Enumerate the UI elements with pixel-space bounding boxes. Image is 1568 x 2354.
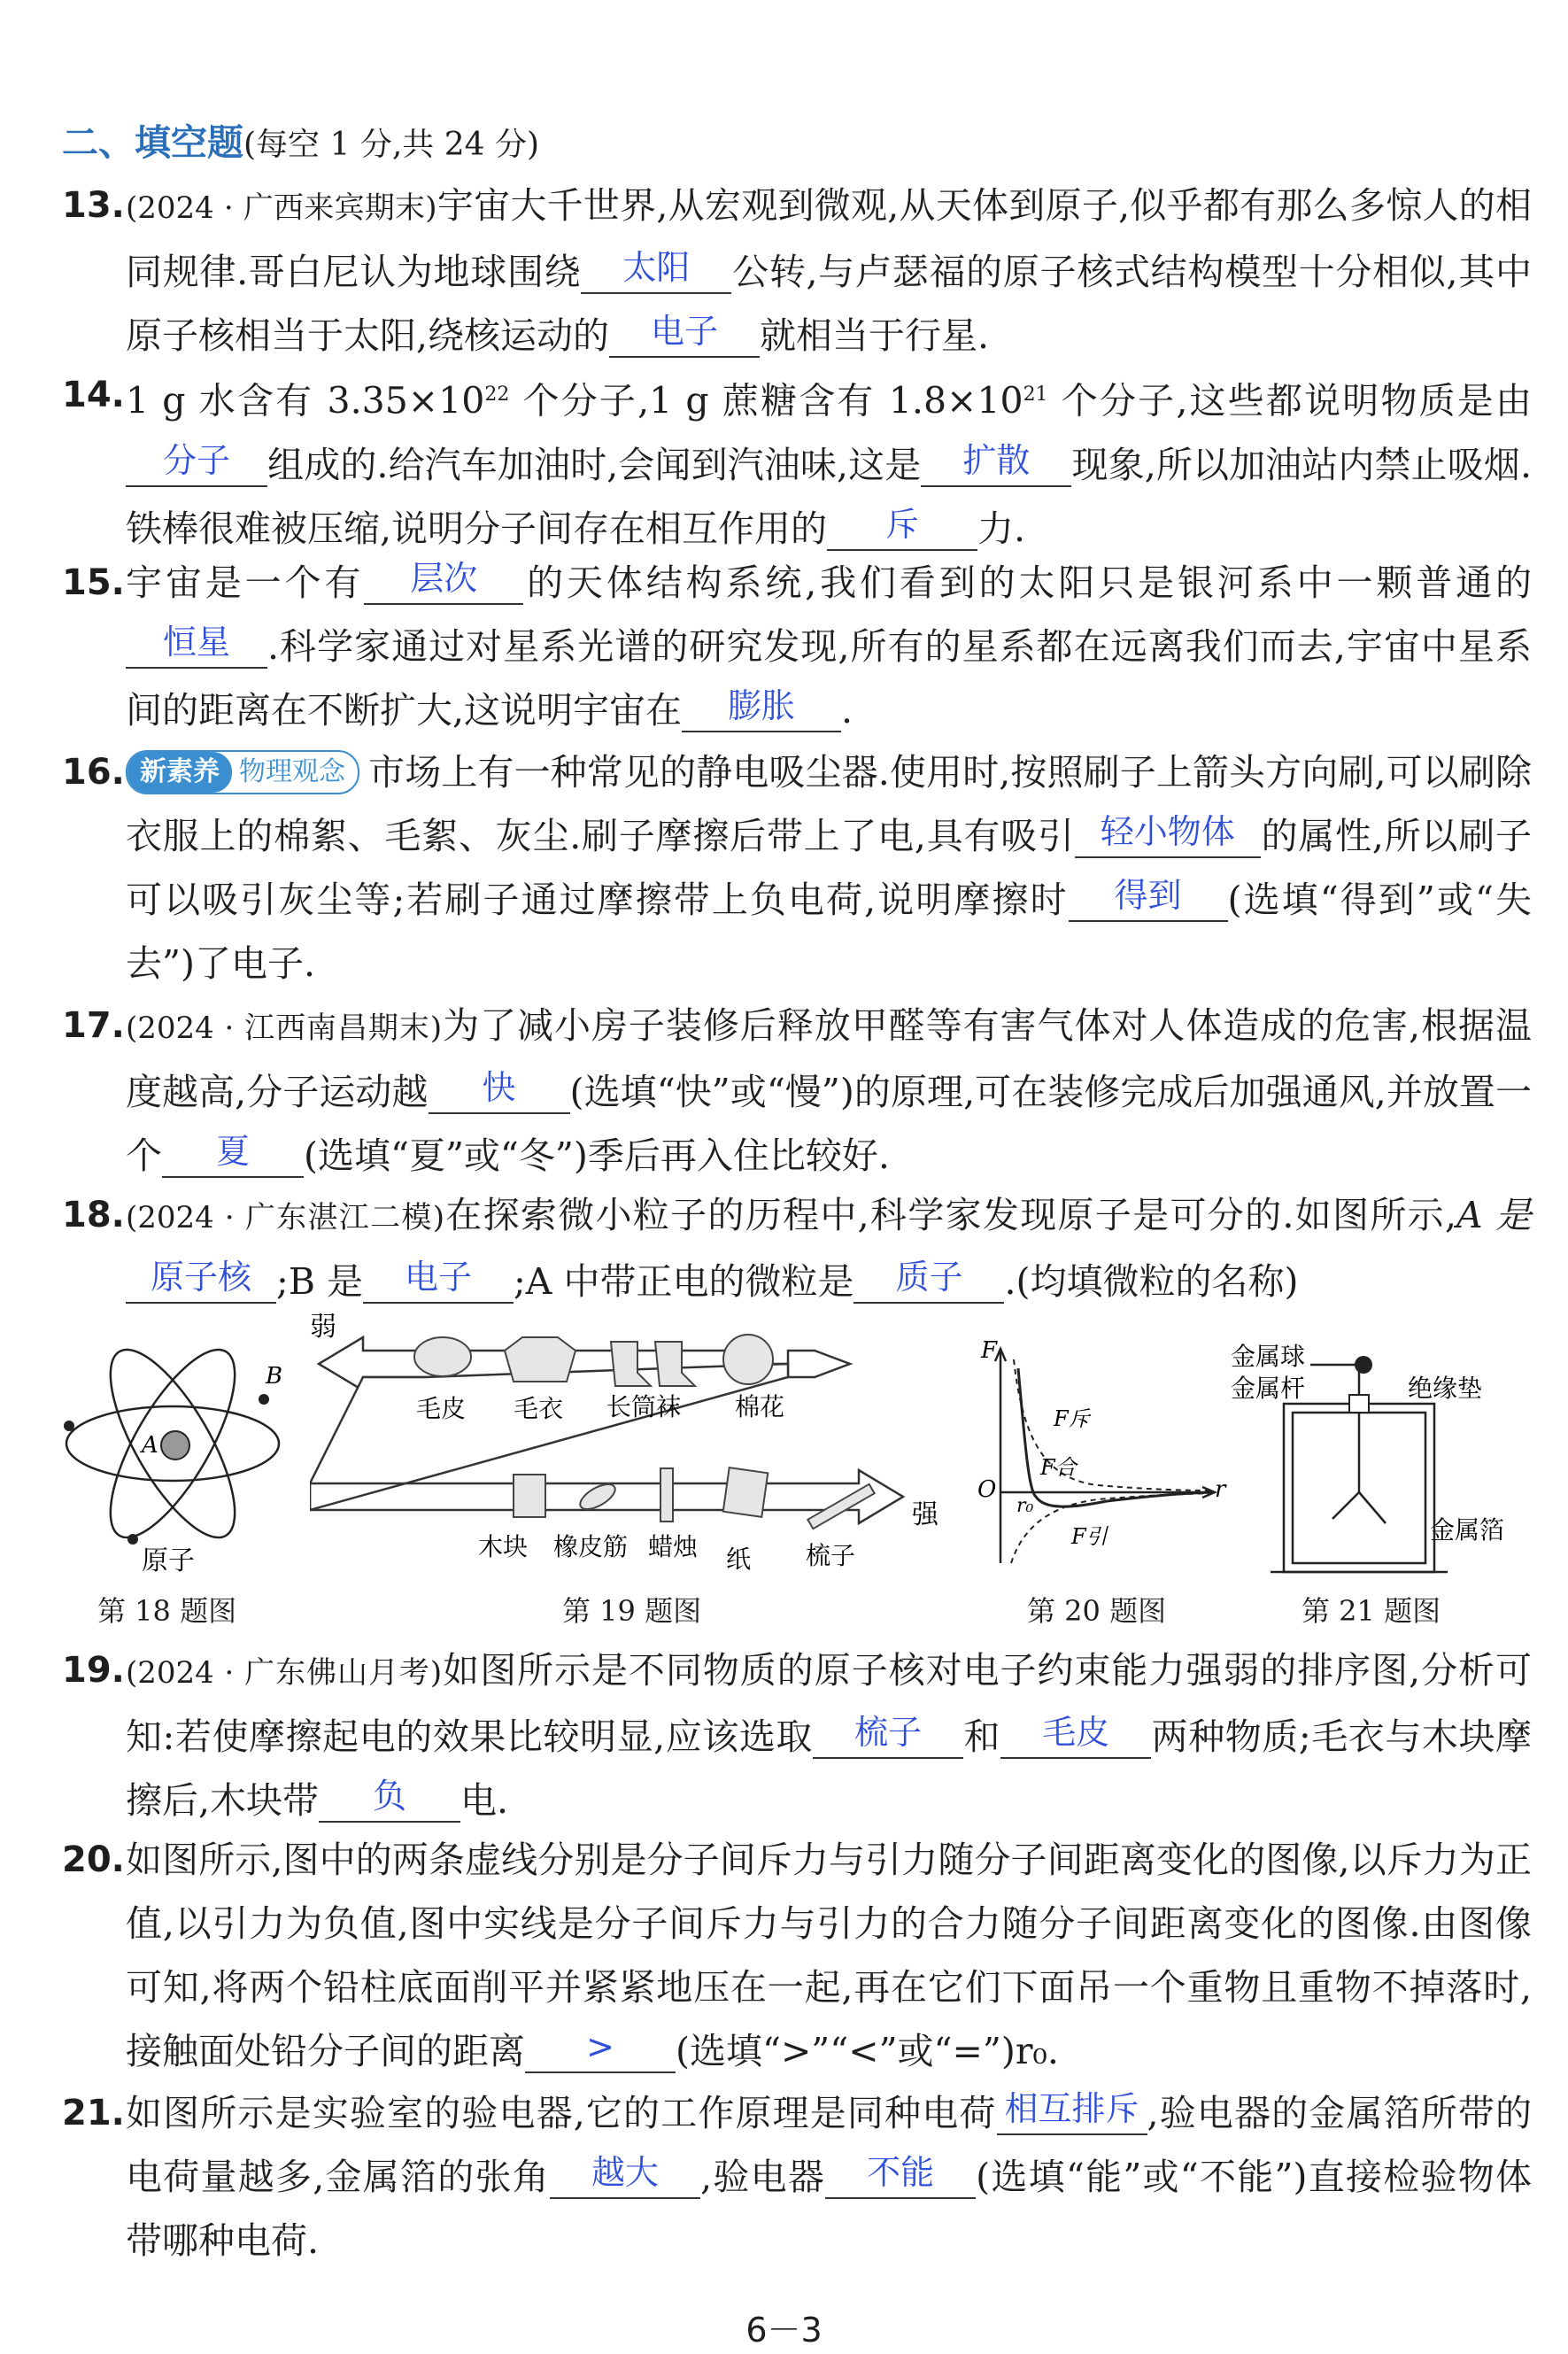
question-text: (2024 · 广西来宾期末)宇宙大千世界,从宏观到微观,从天体到原子,似乎都有那么多惊人的相同规律.哥白尼认为地球围绕 太阳 公转,与卢瑟福的原子核式结构模型十分相似,其中原子核相当于太阳,绕核运动的 电子 就相当于行星. — [126, 184, 1532, 357]
weak-label: 弱 — [310, 1312, 336, 1343]
r0-label: r₀ — [1016, 1495, 1034, 1517]
answer-blank[interactable]: 负 — [319, 1771, 460, 1823]
answer-blank[interactable]: 分子 — [126, 436, 267, 487]
answer-blank[interactable]: 层次 — [364, 554, 523, 605]
answer-blank[interactable]: 膨胀 — [682, 681, 841, 732]
question-13 — [62, 174, 1532, 368]
question-number: 13. — [62, 185, 125, 226]
svg-text:木块: 木块 — [478, 1532, 529, 1561]
question-20 — [62, 1828, 1532, 2083]
question-19 — [62, 1638, 1532, 1832]
sweater-icon — [505, 1337, 575, 1382]
svg-text:毛衣: 毛衣 — [514, 1394, 564, 1423]
answer-blank[interactable]: 电子 — [609, 306, 760, 358]
figure-21-caption: 第 21 题图 — [1302, 1594, 1441, 1628]
net-label: F合 — [1040, 1455, 1077, 1480]
insulating-pad — [1349, 1395, 1369, 1413]
question-number: 21. — [62, 2093, 125, 2133]
bottom-row-labels — [478, 1532, 855, 1574]
answer-blank[interactable]: 恒星 — [126, 617, 267, 669]
section-heading: 二、填空题 — [62, 121, 243, 164]
question-text: 1 g 水含有 $3.35\times 10^{22}$ 个分子,1 g 蔗糖含有 $1.8\times 10^{21}$ 个分子,这些都说明物质是由分子 组成的.给汽车加油时,会闻到汽油味,这是 扩散 现象,所以加油站内禁止吸烟.铁棒很难被压缩,说明分子间存在相互作用的 斥 力. — [126, 379, 1532, 550]
candle-icon — [660, 1468, 673, 1522]
strong-label: 强 — [912, 1499, 938, 1530]
answer-blank[interactable]: 原子核 — [126, 1252, 276, 1304]
answer-blank[interactable]: 斥 — [827, 499, 977, 551]
force-distance-graph — [974, 1333, 1231, 1581]
attractive-force-curve — [1011, 1493, 1211, 1563]
atom-figure — [53, 1337, 301, 1576]
answer-blank[interactable]: 质子 — [854, 1252, 1004, 1304]
question-17 — [62, 994, 1532, 1188]
answer-blank[interactable]: 越大 — [550, 2148, 700, 2199]
paper-icon — [723, 1467, 769, 1517]
page-number: 6－3 — [745, 2311, 823, 2350]
net-force-curve — [1018, 1368, 1211, 1506]
question-text: 如图所示,图中的两条虚线分别是分子间斥力与引力随分子间距离变化的图像,以斥力为正值,以引力为负值,图中实线是分子间斥力与引力的合力随分子间距离变化的图像.由图像可知,将两个铅柱底面削平并紧紧地压在一起,再在它们下面吊一个重物且重物不掉落时,接触面处铅分子间的距离 > (选填“>”“<”或“=”)r₀. — [126, 1839, 1532, 2072]
question-text: 新素养 物理观念 市场上有一种常见的静电吸尘器.使用时,按照刷子上箭头方向刷,可以刷除衣服上的棉絮、毛絮、灰尘.刷子摩擦后带上了电,具有吸引 轻小物体 的属性,所以刷子可以吸引灰尘等;若刷子通过摩擦带上负电荷,说明摩擦时 得到 (选填“得到”或“失去”)了电子. — [126, 751, 1532, 985]
answer-blank[interactable]: 轻小物体 — [1075, 807, 1261, 858]
question-number: 18. — [62, 1195, 125, 1235]
question-text: 宇宙是一个有 层次 的天体结构系统,我们看到的太阳只是银河系中一颗普通的恒星 .科学家通过对星系光谱的研究发现,所有的星系都在远离我们而去,宇宙中星系间的距离在不断扩大,这说明宇宙在 膨胀 . — [126, 551, 1532, 742]
comb-icon — [807, 1484, 874, 1529]
question-16 — [62, 740, 1532, 995]
question-text: 如图所示是实验室的验电器,它的工作原理是同种电荷 相互排斥 ,验电器的金属箔所带的电荷量越多,金属箔的张角 越大 ,验电器 不能 (选填“能”或“不能”)直接检验物体带哪种电荷. — [126, 2081, 1532, 2273]
stocking-icon — [611, 1342, 651, 1386]
atom-label: 原子 — [142, 1545, 195, 1576]
svg-text:长筒袜: 长筒袜 — [606, 1392, 682, 1421]
literacy-badge: 新素养 物理观念 — [126, 750, 359, 794]
svg-text:纸: 纸 — [726, 1545, 752, 1574]
metal-ball — [1355, 1356, 1372, 1374]
electron — [259, 1394, 269, 1405]
answer-blank[interactable]: 夏 — [162, 1127, 304, 1178]
nucleus — [161, 1431, 189, 1460]
question-number: 14. — [62, 375, 125, 415]
electron — [64, 1421, 74, 1431]
pad-label: 绝缘垫 — [1408, 1374, 1483, 1403]
answer-blank[interactable]: 相互排斥 — [997, 2084, 1147, 2135]
origin-label: O — [977, 1476, 997, 1503]
question-15 — [62, 551, 1532, 742]
question-21 — [62, 2081, 1532, 2273]
answer-blank[interactable]: 太阳 — [581, 243, 731, 294]
figure-20-caption: 第 20 题图 — [1027, 1594, 1167, 1628]
electron — [127, 1534, 138, 1545]
section-score-note: (每空 1 分,共 24 分) — [243, 127, 540, 163]
question-14 — [62, 363, 1532, 561]
r-axis-label: r — [1215, 1476, 1226, 1503]
label-a: A — [142, 1432, 158, 1459]
answer-blank[interactable]: 梳子 — [813, 1707, 963, 1759]
figure-19-caption: 第 19 题图 — [562, 1594, 702, 1628]
question-number: 20. — [62, 1839, 125, 1880]
question-number: 17. — [62, 1005, 125, 1046]
answer-blank[interactable]: 不能 — [825, 2148, 976, 2199]
question-number: 15. — [62, 562, 125, 603]
stocking-icon — [655, 1342, 695, 1386]
answer-blank[interactable]: 扩散 — [921, 436, 1071, 487]
question-number: 19. — [62, 1650, 125, 1691]
answer-blank[interactable]: 毛皮 — [1000, 1707, 1151, 1759]
svg-text:梳子: 梳子 — [806, 1541, 856, 1570]
foil-label: 金属箔 — [1430, 1515, 1505, 1545]
section-title — [62, 113, 539, 166]
svg-text:橡皮筋: 橡皮筋 — [553, 1532, 629, 1561]
svg-text:毛皮: 毛皮 — [416, 1394, 467, 1423]
wood-block-icon — [514, 1475, 545, 1517]
question-number: 16. — [62, 752, 125, 793]
attractive-label: F引 — [1071, 1524, 1108, 1549]
svg-text:棉花: 棉花 — [735, 1392, 785, 1421]
question-text: (2024 · 广东湛江二模)在探索微小粒子的历程中,科学家发现原子是可分的.如图所示,A 是原子核 ;B 是 电子 ;A 中带正电的微粒是 质子 .(均填微粒的名称) — [126, 1194, 1532, 1303]
electroscope-figure — [1231, 1333, 1549, 1581]
rod-label: 金属杆 — [1231, 1374, 1306, 1403]
question-text: (2024 · 江西南昌期末)为了减小房子装修后释放甲醛等有害气体对人体造成的危害,根据温度越高,分子运动越 快 (选填“快”或“慢”)的原理,可在装修完成后加强通风,并放置一个 夏 (选填“夏”或“冬”)季后再入住比较好. — [126, 1004, 1533, 1177]
fur-icon — [414, 1337, 471, 1376]
ball-label: 金属球 — [1231, 1342, 1306, 1371]
answer-blank[interactable]: 电子 — [363, 1252, 514, 1304]
cotton-icon — [723, 1335, 773, 1384]
repulsive-label: F斥 — [1054, 1406, 1090, 1431]
question-text: (2024 · 广东佛山月考)如图所示是不同物质的原子核对电子约束能力强弱的排序图,分析可知:若使摩擦起电的效果比较明显,应该选取 梳子 和 毛皮 两种物质;毛衣与木块摩擦后,木块带 负 电. — [126, 1649, 1533, 1822]
svg-text:蜡烛: 蜡烛 — [648, 1532, 699, 1561]
figure-18-caption: 第 18 题图 — [97, 1594, 237, 1628]
label-b: B — [266, 1363, 283, 1390]
f-axis-label: F — [981, 1337, 998, 1364]
triboelectric-series-figure — [310, 1311, 983, 1585]
question-18 — [62, 1183, 1532, 1313]
answer-blank[interactable]: 快 — [429, 1063, 570, 1114]
answer-blank[interactable]: 得到 — [1069, 871, 1228, 922]
answer-blank[interactable]: > — [525, 2022, 676, 2073]
